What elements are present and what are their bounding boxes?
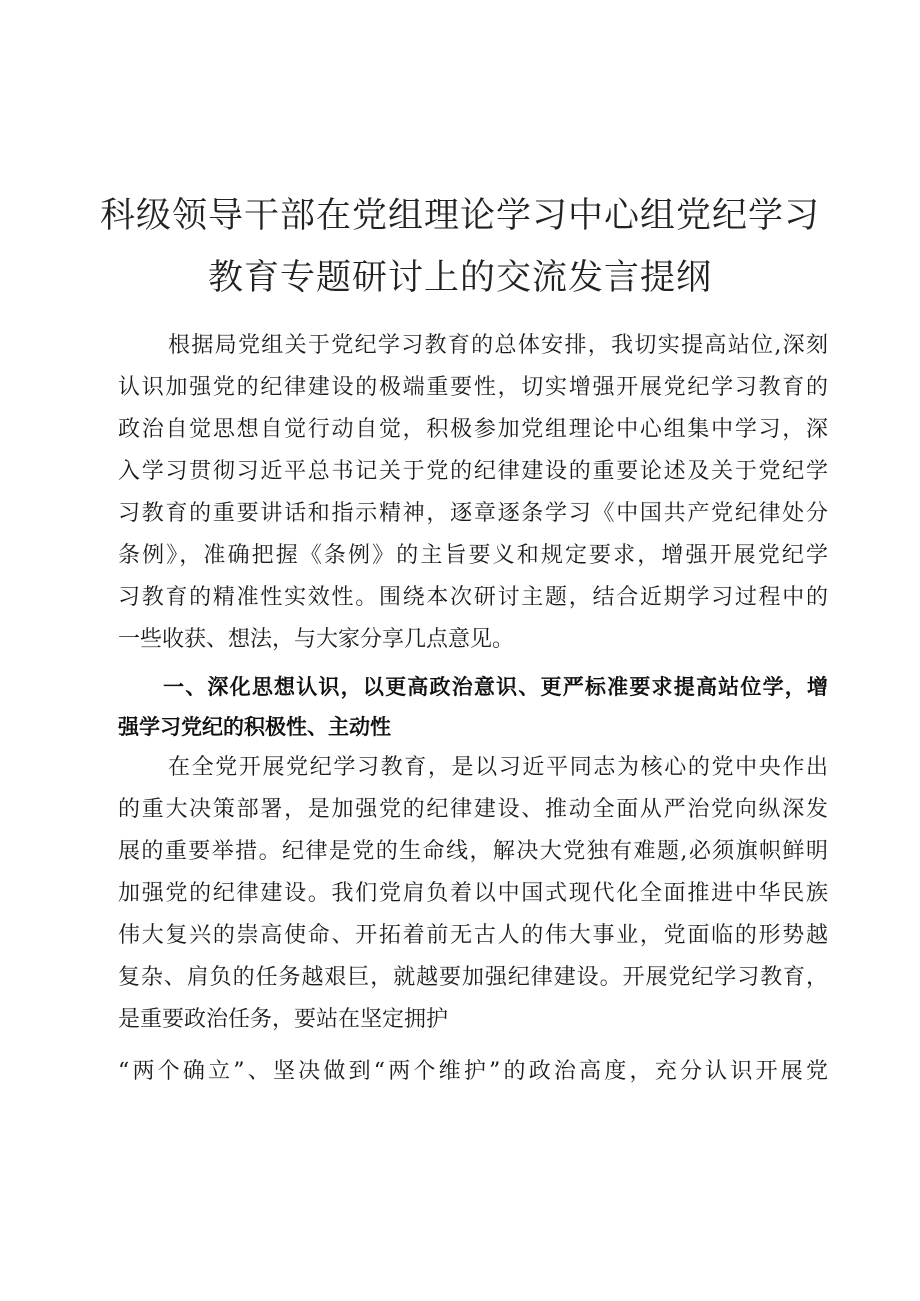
section-1-heading-line: 强学习党纪的积极性、主动性 xyxy=(118,715,391,739)
section-1-paragraph-line: 加强党的纪律建设。我们党肩负着以中国式现代化全面推进中华民族 xyxy=(118,881,828,906)
section-1-paragraph-line: 伟大复兴的崇高使命、开拓着前无古人的伟大事业，党面临的形势越 xyxy=(118,923,828,948)
section-1-heading-line: 一、深化思想认识，以更高政治意识、更严标准要求提高站位学，增 xyxy=(163,675,828,699)
intro-paragraph-line: 一些收获、想法，与大家分享几点意见。 xyxy=(118,627,515,652)
section-1-paragraph-line: 是重要政治任务，要站在坚定拥护 xyxy=(118,1007,449,1032)
section-1-paragraph-line: 的重大决策部署，是加强党的纪律建设、推动全面从严治党向纵深发 xyxy=(118,797,828,822)
intro-paragraph-line: 认识加强党的纪律建设的极端重要性，切实增强开展党纪学习教育的 xyxy=(118,375,828,400)
intro-paragraph-line: 入学习贯彻习近平总书记关于党的纪律建设的重要论述及关于党纪学 xyxy=(118,459,828,484)
section-1-paragraph-line: 在全党开展党纪学习教育，是以习近平同志为核心的党中央作出 xyxy=(168,755,828,780)
section-1-paragraph-line: “两个确立”、坚决做到“两个维护”的政治高度，充分认识开展党 xyxy=(118,1059,828,1084)
intro-paragraph-line: 习教育的重要讲话和指示精神，逐章逐条学习《中国共产党纪律处分 xyxy=(118,501,828,526)
document-title-line-1: 科级领导干部在党组理论学习中心组党纪学习 xyxy=(100,196,821,236)
intro-paragraph-line: 根据局党组关于党纪学习教育的总体安排，我切实提高站位,深刻 xyxy=(168,333,828,358)
section-1-paragraph-line: 展的重要举措。纪律是党的生命线，解决大党独有难题,必须旗帜鲜明 xyxy=(118,839,828,864)
section-1-paragraph-line: 复杂、肩负的任务越艰巨，就越要加强纪律建设。开展党纪学习教育， xyxy=(118,965,828,990)
intro-paragraph-line: 习教育的精准性实效性。围绕本次研讨主题，结合近期学习过程中的 xyxy=(118,585,828,610)
document-title-line-2: 教育专题研讨上的交流发言提纲 xyxy=(207,258,712,298)
intro-paragraph-line: 政治自觉思想自觉行动自觉，积极参加党组理论中心组集中学习，深 xyxy=(118,417,828,442)
intro-paragraph-line: 条例》，准确把握《条例》的主旨要义和规定要求，增强开展党纪学 xyxy=(118,543,828,568)
